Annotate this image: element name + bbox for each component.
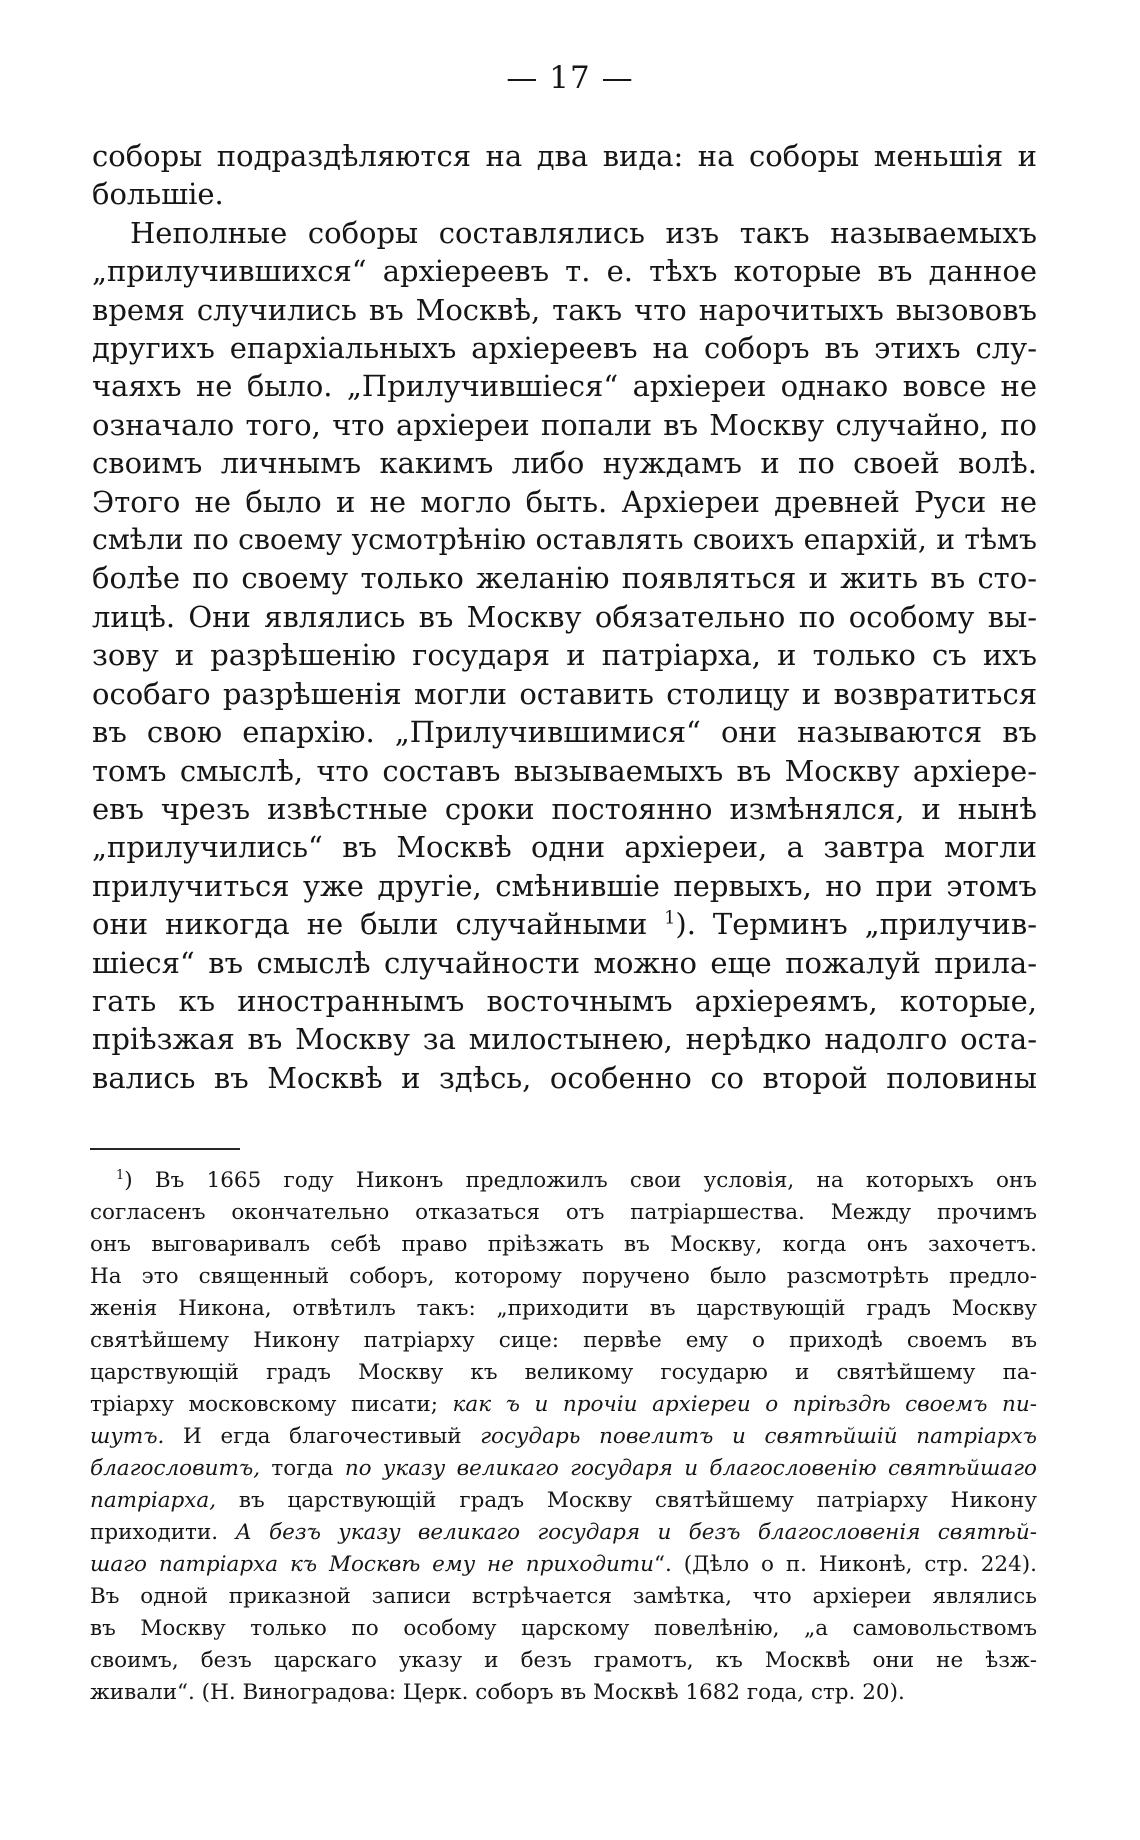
footnote [90, 1165, 1037, 1709]
text-line: означало того, что архіереи попали въ Москву случайно, по [92, 407, 1037, 442]
italic-fragment: шаго патріарха къ Москвѣ ему не приходити [90, 1552, 655, 1577]
text-line: лицѣ. Они являлись въ Москву обязательно по особому вы- [92, 599, 1037, 634]
italic-fragment: патріарха, [90, 1488, 217, 1513]
italic-fragment: государь повелитъ и святѣйшій патріархъ [480, 1424, 1037, 1449]
footnote-line: $^1$) Въ 1665 году Никонъ предложилъ свои условія, на которыхъ онъ [116, 1167, 1037, 1193]
footnote-line: онъ выговаривалъ себѣ право пріѣзжать въ Москву, когда онъ захочетъ. [90, 1232, 1037, 1257]
footnote-reference[interactable]: 1 [664, 908, 676, 929]
text-line: своимъ личнымъ какимъ либо нуждамъ и по своей волѣ. [92, 446, 1037, 481]
text-line: гать къ иностраннымъ восточнымъ архіереямъ, которые, [92, 983, 1037, 1018]
italic-fragment: А безъ указу великаго государя и безъ благословенія святѣй- [235, 1520, 1037, 1545]
text-fragment: тогда [271, 1456, 334, 1481]
text-fragment: Въ 1665 году Никонъ предложилъ свои условія, на которыхъ онъ [154, 1168, 1037, 1193]
text-line: Этого не было и не могло быть. Архіереи древней Руси не [92, 484, 1037, 519]
text-line: „прилучившихся“ архіереевъ т. е. тѣхъ которые въ данное [92, 254, 1037, 289]
footnote-line [90, 1453, 1037, 1485]
text-line: въ свою епархію. „Прилучившимися“ они называются въ [92, 715, 1037, 750]
footnote-line: женія Никона, отвѣтилъ такъ: „приходити въ царствующій градъ Москву [90, 1296, 1037, 1321]
page-number: — 17 — [506, 60, 634, 96]
text-line: соборы подраздѣляются на два вида: на соборы меньшія и [92, 139, 1037, 173]
italic-fragment: шутъ. [90, 1424, 165, 1449]
main-text [92, 137, 1037, 1097]
text-line: шіеся“ въ смыслѣ случайности можно еще пожалуй прила- [92, 945, 1037, 980]
text-line: пріѣзжая въ Москву за милостынею, нерѣдко надолго оста- [92, 1022, 1037, 1057]
text-line: чаяхъ не было. „Прилучившіеся“ архіереи однако вовсе не [92, 369, 1037, 404]
text-line: „прилучились“ въ Москвѣ одни архіереи, а завтра могли [92, 830, 1037, 865]
text-line: особаго разрѣшенія могли оставить столицу и возвратиться [92, 676, 1037, 711]
text-line: другихъ епархіальныхъ архіереевъ на соборъ въ этихъ слу- [92, 331, 1037, 366]
footnote-line [90, 1517, 1037, 1549]
footnote-line [90, 1485, 1037, 1517]
text-line: смѣли по своему усмотрѣнію оставлять своихъ епархій, и тѣмъ [92, 523, 1037, 557]
text-line-with-footnote-ref: они никогда не были случайными $^1$). Терминъ „прилучив- [92, 907, 1037, 942]
text-fragment: они никогда не были случайными [92, 907, 648, 942]
text-fragment: тріарху московскому писати; [90, 1392, 438, 1417]
text-line: евъ чрезъ извѣстные сроки постоянно измѣнялся, и нынѣ [92, 791, 1037, 826]
footnote-line [90, 1389, 1037, 1421]
footnote-line: На это священный соборъ, которому поручено было разсмотрѣть предло- [90, 1264, 1037, 1289]
paragraph-start-line: Неполные соборы составлялись изъ такъ называемыхъ [130, 215, 1037, 250]
footnote-line: Въ одной приказной записи встрѣчается замѣтка, что архіереи являлись [90, 1584, 1037, 1609]
footnote-line: святѣйшему Никону патріарху сице: первѣе ему о приходѣ своемъ въ [90, 1328, 1037, 1353]
text-line: прилучиться уже другіе, смѣнившіе первыхъ, но при этомъ [92, 868, 1037, 903]
italic-fragment: как ъ и прочіи архіереи о пріѣздѣ своемъ пи- [452, 1392, 1037, 1417]
text-fragment: приходити. [90, 1520, 219, 1545]
text-fragment: “. (Дѣло о п. Никонѣ, стр. 224). [654, 1552, 1037, 1577]
text-line: томъ смыслѣ, что составъ вызываемыхъ въ Москву архіере- [92, 753, 1037, 788]
footnote-line [90, 1421, 1037, 1453]
footnote-line [90, 1549, 1037, 1581]
italic-fragment: благословитъ, [90, 1456, 261, 1481]
footnote-line: въ Москву только по особому царскому повелѣнію, „а самовольствомъ [90, 1616, 1037, 1641]
text-line: большіе. [92, 177, 224, 212]
text-line: время случились въ Москвѣ, такъ что нарочитыхъ вызововъ [92, 292, 1037, 327]
text-line: зову и разрѣшенію государя и патріарха, и только съ ихъ [92, 638, 1037, 673]
text-fragment: . Терминъ „прилучив- [686, 907, 1037, 942]
text-line: вались въ Москвѣ и здѣсь, особенно со второй половины [92, 1060, 1037, 1095]
text-fragment: И егда благочестивый [183, 1424, 462, 1449]
footnote-divider [90, 1148, 240, 1150]
footnote-marker: 1 [116, 1167, 125, 1183]
italic-fragment: по указу великаго государя и благословенію святѣйшаго [344, 1456, 1037, 1481]
footnote-line: согласенъ окончательно отказаться отъ патріаршества. Между прочимъ [90, 1200, 1037, 1225]
text-fragment: въ царствующій градъ Москву святѣйшему патріарху Никону [238, 1488, 1037, 1513]
footnote-line: живали“. (Н. Виноградова: Церк. соборъ въ Москвѣ 1682 года, стр. 20). [90, 1680, 905, 1705]
text-line: болѣе по своему только желанію появляться и жить въ сто- [92, 561, 1037, 596]
footnote-line: царствующій градъ Москву къ великому государю и святѣйшему па- [90, 1360, 1037, 1385]
footnote-line: своимъ, безъ царскаго указу и безъ грамотъ, къ Москвѣ они не ѣзж- [90, 1648, 1037, 1673]
